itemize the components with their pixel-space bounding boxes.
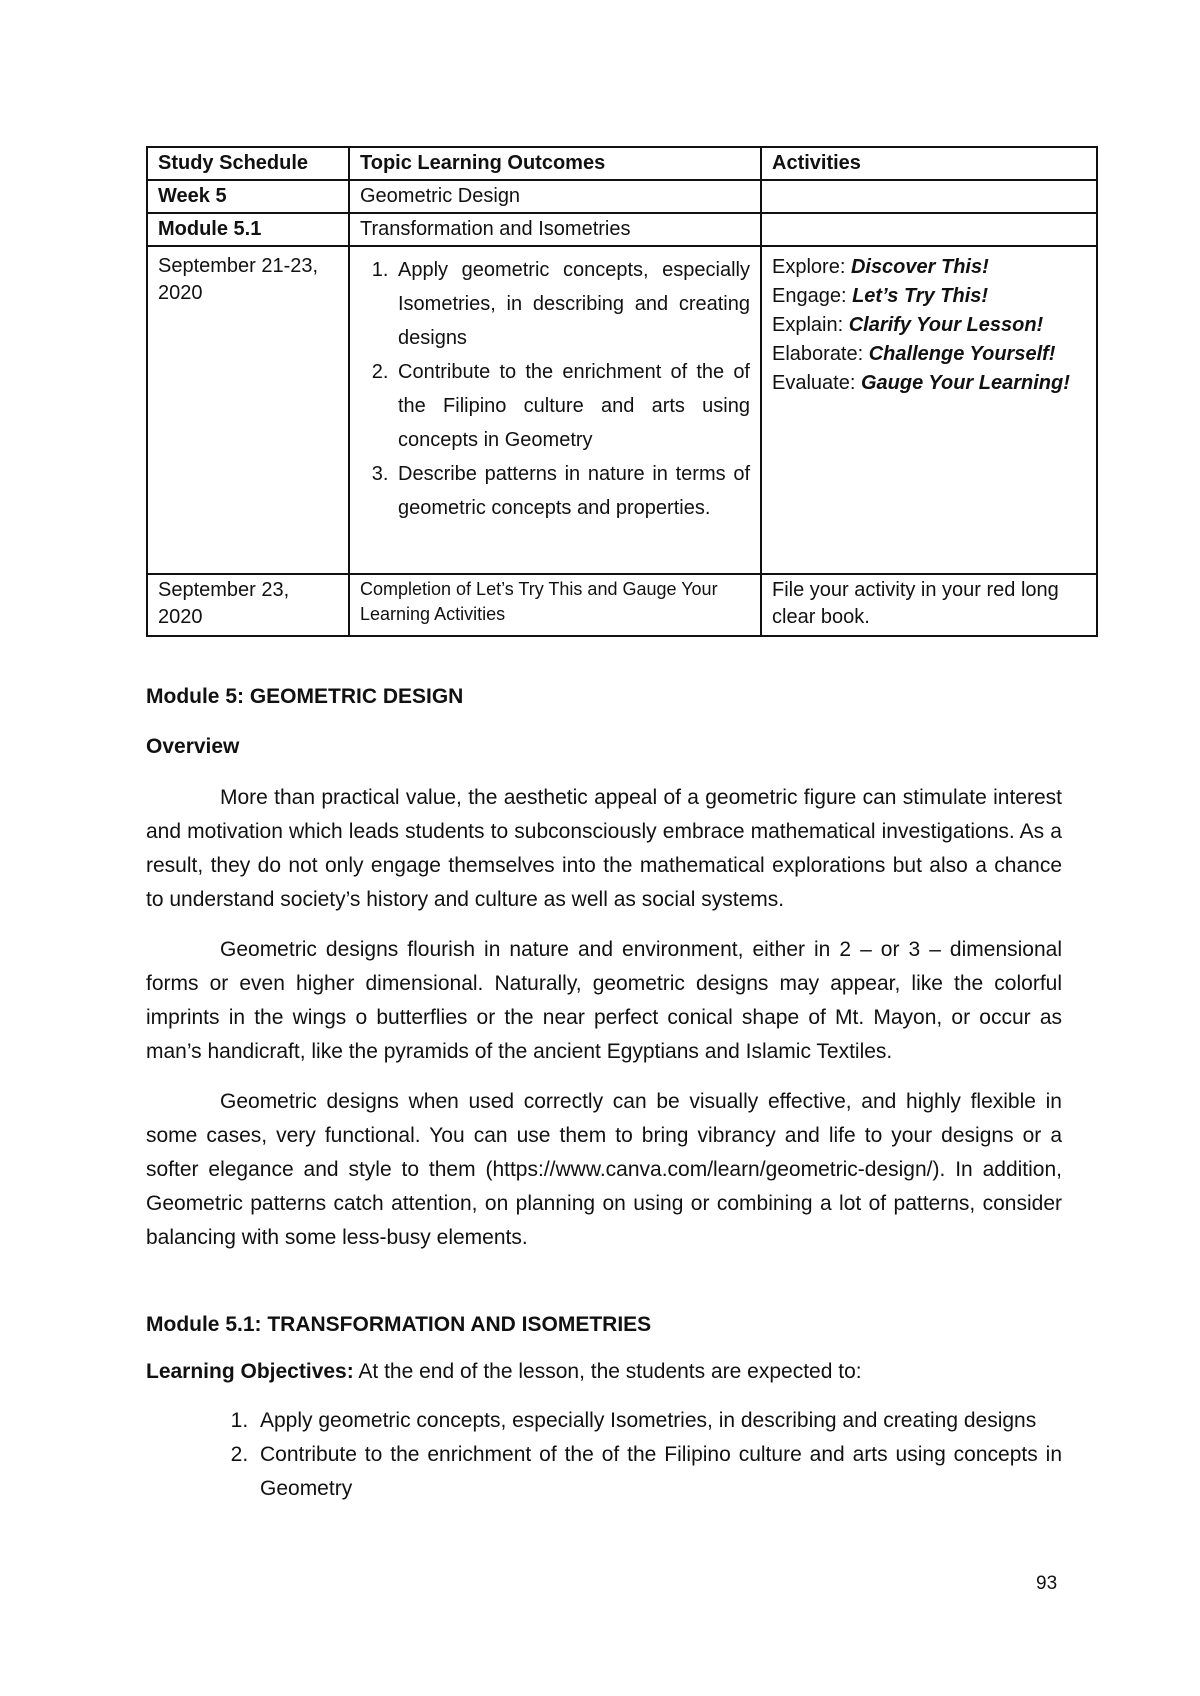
learning-objectives-label: Learning Objectives: — [146, 1360, 354, 1383]
list-item: 1. Apply geometric concepts, especially Isometries, in describing and creating designs — [254, 1404, 1062, 1438]
empty-cell — [761, 180, 1097, 213]
list-item: 2. Contribute to the enrichment of the of the Filipino culture and arts using concepts in Geometry — [394, 355, 750, 457]
file-activity-cell: File your activity in your red long clear book. — [761, 574, 1097, 636]
activity-elaborate: Elaborate: Challenge Yourself! — [772, 343, 1056, 365]
table-row — [147, 246, 1097, 574]
study-schedule-table — [146, 146, 1098, 637]
paragraph: Geometric designs flourish in nature and environment, either in 2 – or 3 – dimensional forms or even higher dimensional. Naturally, geometric designs may appear, like the colorful imprints in the wings o butterflies or the near perfect conical shape of Mt. Mayon, or occur as man’s handicraft, like the pyramids of the ancient Egyptians and Islamic Textiles. — [146, 938, 1062, 1063]
list-item: 2. Contribute to the enrichment of the of the Filipino culture and arts using concepts in Geometry — [254, 1438, 1062, 1506]
objectives-list — [146, 1404, 1062, 1506]
header-topic-learning-outcomes: Topic Learning Outcomes — [349, 147, 761, 180]
module-title: Module 5: GEOMETRIC DESIGN — [146, 685, 464, 708]
module-topic-cell: Transformation and Isometries — [349, 213, 761, 246]
module-cell: Module 5.1 — [147, 213, 349, 246]
paragraph: More than practical value, the aesthetic appeal of a geometric figure can stimulate interest and motivation which leads students to subconsciously embrace mathematical investigations. As a result, they do not only engage themselves into the mathematical explorations but also a chance to understand society’s history and culture as well as social systems. — [146, 786, 1062, 911]
objectives-block — [146, 1404, 1062, 1506]
header-activities: Activities — [761, 147, 1097, 180]
schedule-cell: September 23, 2020 — [147, 574, 349, 636]
activity-explore: Explore: Discover This! — [772, 256, 989, 278]
activities-cell — [761, 246, 1097, 574]
activity-explain: Explain: Clarify Your Lesson! — [772, 314, 1044, 336]
overview-body — [146, 781, 1062, 1255]
outcomes-list — [360, 253, 750, 525]
overview-heading: Overview — [146, 735, 240, 758]
schedule-cell: September 21-23, 2020 — [147, 246, 349, 574]
list-item: 3. Describe patterns in nature in terms of geometric concepts and properties. — [394, 457, 750, 525]
page-number: 93 — [1036, 1573, 1058, 1594]
table-header-row — [147, 147, 1097, 180]
outcomes-cell — [349, 246, 761, 574]
submodule-title: Module 5.1: TRANSFORMATION AND ISOMETRIES — [146, 1313, 652, 1336]
list-item: 1. Apply geometric concepts, especially Isometries, in describing and creating designs — [394, 253, 750, 355]
completion-cell: Completion of Let’s Try This and Gauge Your Learning Activities — [349, 574, 761, 636]
learning-objectives-intro — [146, 1360, 1062, 1384]
table-row — [147, 213, 1097, 246]
activity-evaluate: Evaluate: Gauge Your Learning! — [772, 372, 1070, 394]
week-cell: Week 5 — [147, 180, 349, 213]
learning-objectives-text: At the end of the lesson, the students are expected to: — [353, 1360, 862, 1383]
table-row — [147, 180, 1097, 213]
paragraph: Geometric designs when used correctly can be visually effective, and highly flexible in some cases, very functional. You can use them to bring vibrancy and life to your designs or a softer elegance and style to them (https://www.canva.com/learn/geometric-design/). In addition, Geometric patterns catch attention, on planning on using or combining a lot of patterns, consider balancing with some less-busy elements. — [146, 1090, 1062, 1249]
empty-cell — [761, 213, 1097, 246]
table-row — [147, 574, 1097, 636]
week-topic-cell: Geometric Design — [349, 180, 761, 213]
header-study-schedule: Study Schedule — [147, 147, 349, 180]
activity-engage: Engage: Let’s Try This! — [772, 285, 989, 307]
